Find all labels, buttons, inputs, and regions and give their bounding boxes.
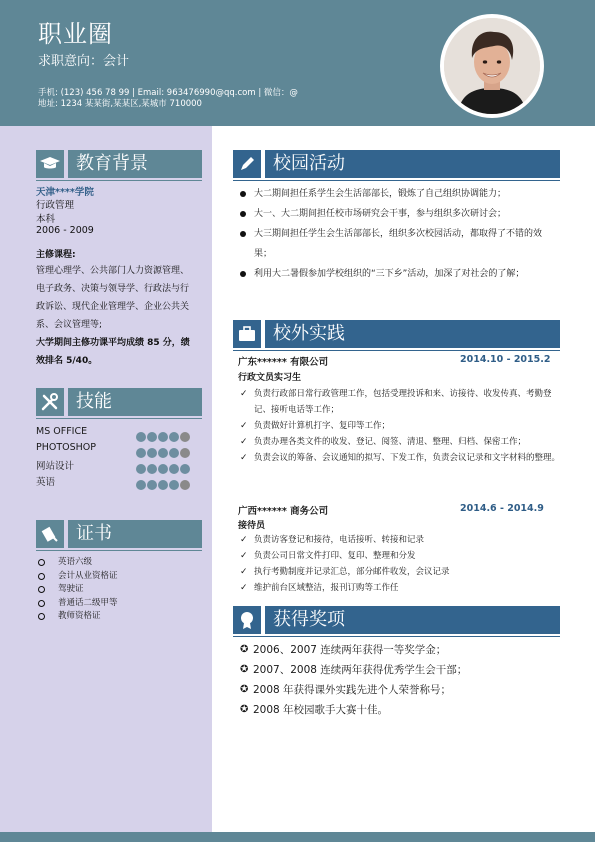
awards-header: [233, 606, 560, 634]
certificates-title: 证书: [68, 520, 202, 548]
company-name: 广西****** 商务公司: [238, 506, 329, 517]
list-item: ✓ 负责会议的筹备、会议通知的拟写、下发工作，负责会议记录和文字材料的整理。: [238, 450, 560, 466]
candidate-name: 职业圈: [38, 20, 113, 48]
practice-title: 校外实践: [265, 320, 560, 348]
skill-level-dot: [136, 432, 146, 442]
company-name: 广东****** 有限公司: [238, 357, 329, 368]
tools-icon: [36, 388, 64, 416]
list-item: ✪ 2007、2008 连续两年获得优秀学生会干部；: [240, 660, 467, 680]
list-item: 英语六级: [36, 556, 118, 570]
header-banner: [0, 0, 595, 126]
skills-underline: [36, 418, 202, 419]
skill-level-dot: [158, 480, 168, 490]
list-item: 利用大二暑假参加学校组织的“三下乡”活动，加深了对社会的了解；: [238, 264, 558, 284]
list-item: ✓ 执行考勤制度并记录汇总，部分邮件收发，会议记录: [238, 564, 560, 580]
campus-header: [233, 150, 560, 178]
avatar: [440, 14, 544, 118]
job-2-header: [238, 503, 558, 517]
skills-title: 技能: [68, 388, 202, 416]
courses-text: 管理心理学、公共部门人力资源管理、电子政务、决策与领导学、行政法与行政诉讼、现代企业管理学、企业公共关系、会议管理等;: [36, 266, 190, 330]
certificates-header: [36, 520, 202, 548]
practice-underline: [233, 350, 560, 351]
skills-header: [36, 388, 202, 416]
skill-level-dot: [158, 464, 168, 474]
list-item: ✓ 负责做好计算机打字、复印等工作；: [238, 418, 560, 434]
skill-level: [136, 475, 191, 494]
footer-bar: [0, 832, 595, 842]
list-item: 会计从业资格证: [36, 570, 118, 584]
list-item: ✪ 2008 年获得课外实践先进个人荣誉称号；: [240, 680, 467, 700]
major: 行政管理: [36, 200, 75, 211]
skill-level-dot: [136, 464, 146, 474]
skill-level-dot: [147, 480, 157, 490]
education-header: [36, 150, 202, 178]
list-item: ✓ 负责行政部日常行政管理工作，包括受理投诉和来、访接待、收发传真、考勤登记、接听电话等工作；: [238, 386, 560, 418]
list-item: 教师资格证: [36, 610, 118, 624]
skill-level-dot: [169, 480, 179, 490]
certificates-underline: [36, 550, 202, 551]
job-1-header: [238, 354, 558, 368]
list-item: 大二期间担任系学生会生活部部长，锻炼了自己组织协调能力；: [238, 184, 558, 204]
campus-list: [238, 184, 558, 284]
pen-icon: [233, 150, 261, 178]
skill-level-dot: [147, 432, 157, 442]
awards-list: [240, 640, 467, 720]
list-item: 大三期间担任学生会生活部部长，组织多次校园活动，都取得了不错的效果；: [238, 224, 558, 264]
awards-underline: [233, 636, 560, 637]
skill-level-dot: [147, 464, 157, 474]
skill-name: 网站设计: [36, 461, 75, 472]
job-1-duties: [238, 386, 560, 466]
skill-level-dot: [180, 480, 190, 490]
skill-name: PHOTOSHOP: [36, 442, 97, 453]
list-item: 普通话二级甲等: [36, 597, 118, 611]
practice-header: [233, 320, 560, 348]
study-period: 2006 - 2009: [36, 225, 94, 236]
awards-title: 获得奖项: [265, 606, 560, 634]
campus-title: 校园活动: [265, 150, 560, 178]
graduation-cap-icon: [36, 150, 64, 178]
job-2-duties: [238, 532, 560, 596]
skill-name: 英语: [36, 477, 56, 488]
list-item: ✪ 2006、2007 连续两年获得一等奖学金；: [240, 640, 467, 660]
gpa-text: 大学期间主修功课平均成绩 85 分，绩效排名 5/40。: [36, 338, 190, 366]
skill-level-dot: [180, 448, 190, 458]
list-item: ✓ 负责办理各类文件的收发、登记、阅签、清退、整理、归档、保密工作；: [238, 434, 560, 450]
medal-icon: [233, 606, 261, 634]
skill-level-dot: [169, 448, 179, 458]
skill-level-dot: [169, 432, 179, 442]
education-underline: [36, 180, 202, 181]
skill-level-dot: [147, 448, 157, 458]
list-item: ✓ 负责公司日常文件打印、复印、整理和分发: [238, 548, 560, 564]
job-position: 行政文员实习生: [238, 373, 302, 383]
skill-name: MS OFFICE: [36, 426, 88, 437]
skill-level-dot: [158, 448, 168, 458]
skill-level-dot: [136, 448, 146, 458]
skill-level-dot: [180, 432, 190, 442]
contact-line-1: 手机: (123) 456 78 99 | Email: 963476990@qq.com | 微信：@: [38, 88, 298, 98]
skill-level-dot: [158, 432, 168, 442]
list-item: ✓ 负责访客登记和接待，电话接听、转接和记录: [238, 532, 560, 548]
skill-level-dot: [180, 464, 190, 474]
list-item: ✪ 2008 年校园歌手大赛十佳。: [240, 700, 467, 720]
list-item: ✓ 维护前台区域整洁，报刊订购等工作任: [238, 580, 560, 596]
skill-level-dot: [136, 480, 146, 490]
job-date: 2014.6 - 2014.9: [460, 503, 544, 514]
job-intent: 求职意向：会计: [38, 54, 130, 69]
certificate-list: [36, 556, 118, 624]
campus-underline: [233, 180, 560, 181]
certificate-icon: [36, 520, 64, 548]
skill-level-dot: [169, 464, 179, 474]
courses-label: 主修课程:: [36, 250, 76, 260]
avatar-photo: [444, 18, 540, 114]
list-item: 驾驶证: [36, 583, 118, 597]
education-title: 教育背景: [68, 150, 202, 178]
job-date: 2014.10 - 2015.2: [460, 354, 551, 365]
job-position: 接待员: [238, 521, 266, 531]
degree: 本科: [36, 214, 56, 225]
list-item: 大一、大二期间担任校市场研究会干事，参与组织多次研讨会；: [238, 204, 558, 224]
contact-line-2: 地址: 1234 某某街,某某区,某城市 710000: [38, 99, 202, 109]
briefcase-icon: [233, 320, 261, 348]
school-name: 天津****学院: [36, 187, 94, 198]
